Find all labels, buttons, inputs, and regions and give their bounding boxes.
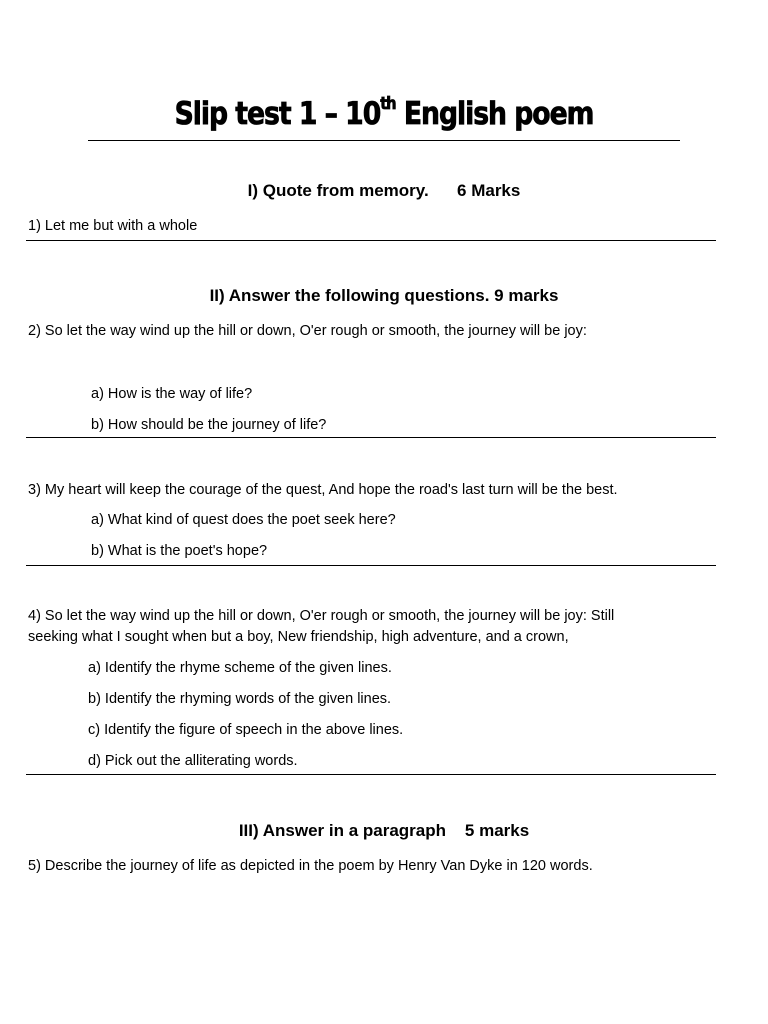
question-4-line-1: 4) So let the way wind up the hill or down, O'er rough or smooth, the journey will be joy: Still bbox=[28, 608, 615, 624]
section-heading-paragraph: III) Answer in a paragraph 5 marks bbox=[238, 821, 530, 840]
title-superscript: th bbox=[380, 94, 396, 114]
question-3b: b) What is the poet's hope? bbox=[91, 543, 268, 559]
title-rest: English poem bbox=[395, 96, 594, 132]
question-4c: c) Identify the figure of speech in the above lines. bbox=[88, 722, 404, 738]
answer-line bbox=[26, 565, 716, 566]
question-3a: a) What kind of quest does the poet seek here? bbox=[91, 512, 396, 528]
answer-line bbox=[26, 240, 716, 241]
question-3: 3) My heart will keep the courage of the quest, And hope the road's last turn will be the best. bbox=[28, 482, 618, 498]
question-5: 5) Describe the journey of life as depicted in the poem by Henry Van Dyke in 120 words. bbox=[28, 858, 593, 874]
section-heading-quote: I) Quote from memory. 6 Marks bbox=[247, 181, 521, 200]
title-underline bbox=[88, 140, 680, 141]
question-1: 1) Let me but with a whole bbox=[28, 218, 198, 234]
question-4d: d) Pick out the alliterating words. bbox=[88, 753, 298, 769]
question-4-line-2: seeking what I sought when but a boy, New friendship, high adventure, and a crown, bbox=[28, 629, 569, 645]
question-2: 2) So let the way wind up the hill or down, O'er rough or smooth, the journey will be joy: bbox=[28, 323, 587, 339]
answer-line bbox=[26, 774, 716, 775]
question-2a: a) How is the way of life? bbox=[91, 386, 253, 402]
title-main: Slip test 1 – 10 bbox=[174, 96, 381, 132]
answer-line bbox=[26, 437, 716, 438]
question-4a: a) Identify the rhyme scheme of the given lines. bbox=[88, 660, 392, 676]
page-title bbox=[54, 96, 714, 132]
section-heading-questions: II) Answer the following questions. 9 marks bbox=[209, 286, 559, 305]
question-2b: b) How should be the journey of life? bbox=[91, 417, 327, 433]
question-4b: b) Identify the rhyming words of the given lines. bbox=[88, 691, 392, 707]
